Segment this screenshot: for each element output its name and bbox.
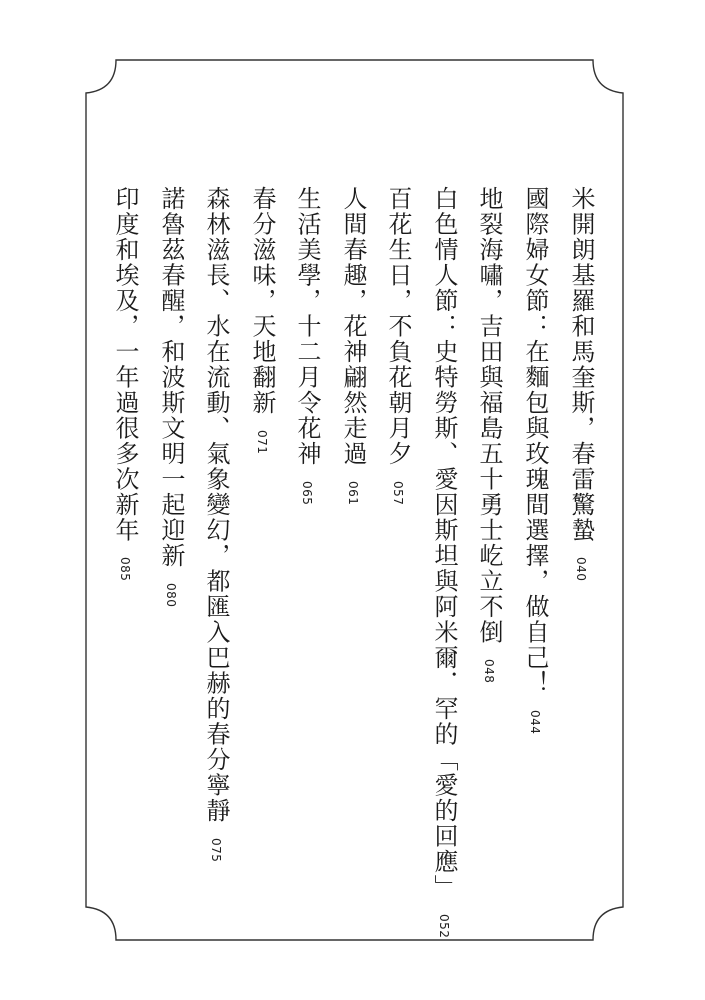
toc-entry-title: 森林滋長、水在流動、氣象變幻，都匯入巴赫的春分寧靜 xyxy=(202,186,230,824)
toc-entry-title: 人間春趣，花神翩然走過 xyxy=(339,186,367,467)
toc-entry-title: 米開朗基羅和馬奎斯，春雷驚蟄 xyxy=(567,186,595,543)
toc-entry-page: 080 xyxy=(164,582,178,607)
toc-entry[interactable] xyxy=(245,186,279,454)
toc-entry-page: 065 xyxy=(300,480,314,505)
toc-entry[interactable] xyxy=(108,186,142,581)
toc-entry-title: 春分滋味，天地翻新 xyxy=(248,186,276,416)
toc-entry[interactable] xyxy=(199,186,233,862)
toc-entry[interactable] xyxy=(518,186,552,734)
toc-entry-title: 印度和埃及，一年過很多次新年 xyxy=(111,186,139,543)
toc-entry-title: 諾魯茲春醒，和波斯文明一起迎新 xyxy=(157,186,185,569)
toc-entry-page: 040 xyxy=(574,557,588,582)
toc-entry-title: 白色情人節：史特勞斯、愛因斯坦與阿米爾．罕的「愛的回應」 xyxy=(430,186,458,900)
toc-entry-page: 044 xyxy=(528,710,542,735)
toc-entry-title: 國際婦女節：在麵包與玫瑰間選擇，做自己！ xyxy=(521,186,549,696)
toc-entry-title: 生活美學，十二月令花神 xyxy=(293,186,321,467)
toc-entry[interactable] xyxy=(336,186,370,505)
toc-entry-page: 061 xyxy=(346,480,360,505)
toc-entry[interactable] xyxy=(472,186,506,683)
toc-entry-page: 052 xyxy=(437,914,451,939)
toc-entry-page: 057 xyxy=(391,480,405,505)
toc-entry-page: 048 xyxy=(482,659,496,684)
toc-entry[interactable] xyxy=(564,186,598,581)
toc-entry-page: 075 xyxy=(209,837,223,862)
toc-entry-page: 071 xyxy=(255,429,269,454)
toc-entry[interactable] xyxy=(290,186,324,505)
toc-entry[interactable] xyxy=(381,186,415,505)
toc-entry[interactable] xyxy=(154,186,188,607)
toc-entry-page: 085 xyxy=(118,557,132,582)
toc-entry-title: 地裂海嘯，吉田與福島五十勇士屹立不倒 xyxy=(475,186,503,645)
toc-entry-title: 百花生日，不負花朝月夕 xyxy=(384,186,412,467)
toc-entry[interactable] xyxy=(427,186,461,938)
